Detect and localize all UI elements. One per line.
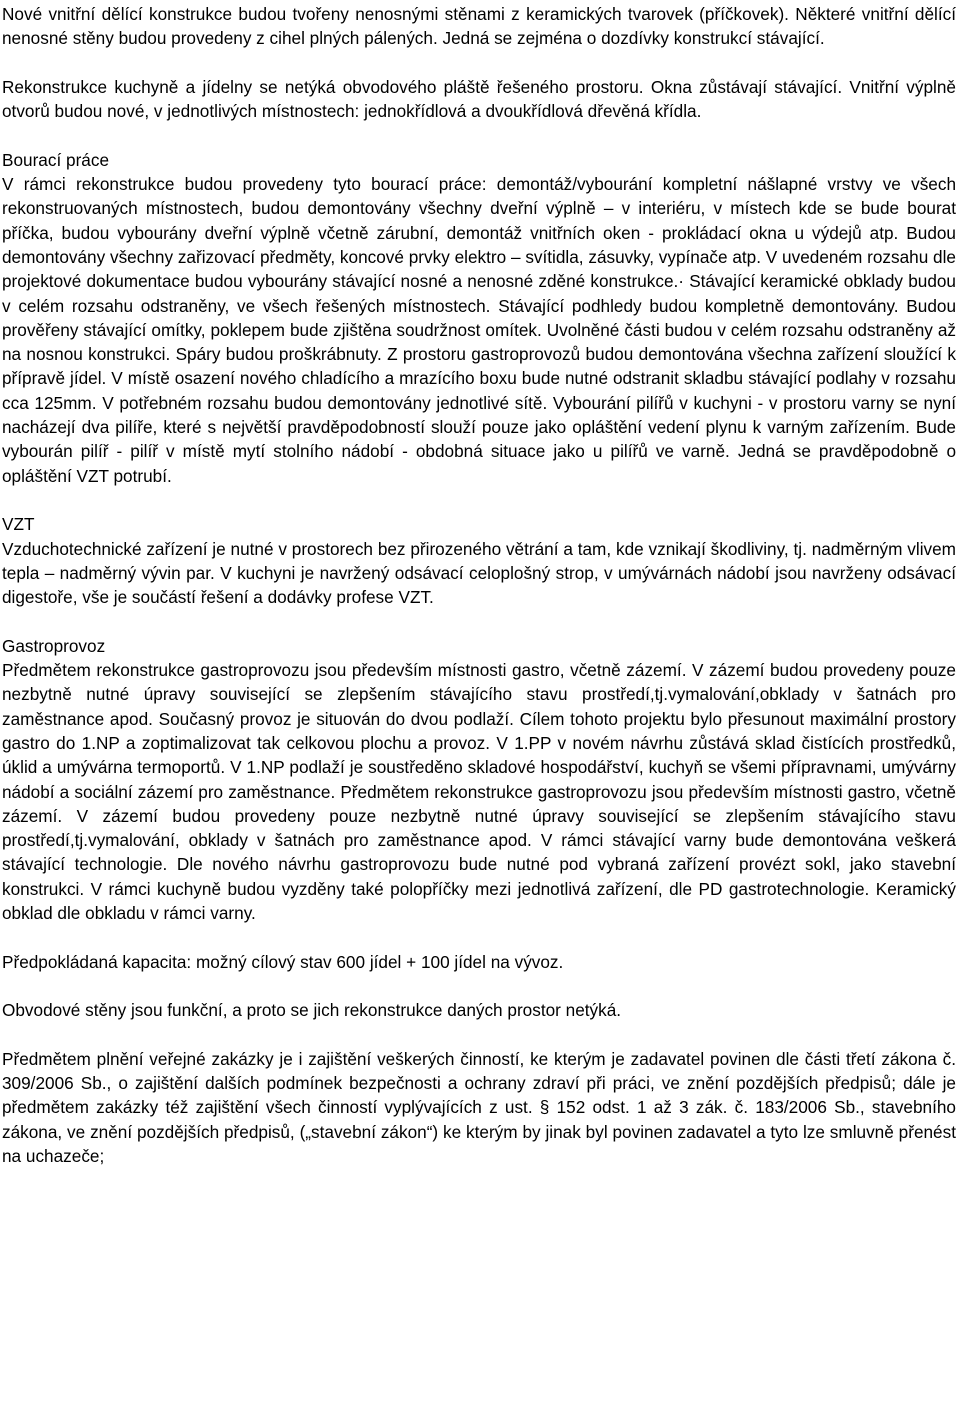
paragraph-partition-walls	[2, 2, 956, 51]
section-heading: VZT	[2, 514, 35, 535]
paragraph-text: Předmětem plnění veřejné zakázky je i zajištění veškerých činností, ke kterým je zadavatel povinen dle části třetí zákona č. 309/2006 Sb., o zajištění dalších podmínek bezpečnosti a ochrany zdraví při práci, ve znění pozdějších předpisů; dále je předmětem zakázky též zajištění všech činností vyplývajících z ust. § 152 odst. 1 až 3 zák. č. 183/2006 Sb., stavebního zákona, ve znění pozdějších předpisů, („stavební zákon“) ke kterým by jinak byl povinen zadavatel a tyto lze smluvně přenést na uchazeče;	[2, 1048, 956, 1166]
section-text: Vzduchotechnické zařízení je nutné v prostorech bez přirozeného větrání a tam, kde vznikají škodliviny, tj. nadměrným vlivem tepla – nadměrný vývin par. V kuchyni je navržený odsávací celoplošný strop, v umývárnách nádobí jsou navrženy odsávací digestoře, vše je součástí řešení a dodávky profese VZT.	[2, 538, 956, 608]
document-page	[2, 2, 956, 1168]
section-vzt	[2, 512, 956, 609]
paragraph-contract-scope	[2, 1047, 956, 1168]
paragraph-text: Nové vnitřní dělící konstrukce budou tvořeny nenosnými stěnami z keramických tvarovek (příčkovek). Některé vnitřní dělící nenosné stěny budou provedeny z cihel plných pálených. Jedná se zejména o dozdívky konstrukcí stávající.	[2, 4, 956, 49]
paragraph-exterior-walls	[2, 998, 956, 1022]
paragraph-text: Rekonstrukce kuchyně a jídelny se netýká obvodového pláště řešeného prostoru. Okna zůstávají stávající. Vnitřní výplně otvorů budou nové, v jednotlivých místnostech: jednokřídlová a dvoukřídlová dřevěná křídla.	[2, 76, 956, 122]
paragraph-capacity	[2, 950, 956, 974]
section-text: V rámci rekonstrukce budou provedeny tyto bourací práce: demontáž/vybourání kompletní nášlapné vrstvy ve všech rekonstruovaných místnostech, budou demontovány všechny dveřní výplně – v interiéru, v místech kde se bude bourat příčka, budou vybourány dveřní výplně včetně zárubní, demontáž vnitřních oken - prokládací okna u výdejů atp. Budou demontovány všechny zařizovací předměty, koncové prvky elektro – svítidla, zásuvky, vypínače atp. V uvedeném rozsahu dle projektové dokumentace budou vybourány stávající nosné a nenosné zděné konstrukce.· Stávající keramické obklady budou v celém rozsahu odstraněny, ve všech řešených místnostech. Stávající podhledy budou kompletně demontovány. Budou prověřeny stávající omítky, poklepem bude zjištěna soudržnost omítek. Uvolněné části budou v celém rozsahu odstraněny až na nosnou konstrukci. Spáry budou proškrábnuty. Z prostoru gastroprovozů budou demontována všechna zařízení sloužící k přípravě jídel. V místě osazení nového chladícího a mrazícího boxu bude nutné odstranit skladbu stávající podlahy v rozsahu cca 125mm. V potřebném rozsahu budou demontovány jednotlivé sítě. Vybourání pilířů v kuchyni - v prostoru varny se nyní nacházejí dva pilíře, které s největší pravděpodobností slouží pouze jako opláštění vedení plynu k varným zařízením. Bude vybourán pilíř - pilíř v místě mytí stolního nádobí - obdobná situace jako u pilířů ve varně. Jedná se pravděpodobně o opláštění VZT potrubí.	[2, 174, 956, 486]
section-demolition	[2, 148, 956, 488]
paragraph-kitchen-envelope	[2, 75, 956, 124]
paragraph-text: Obvodové stěny jsou funkční, a proto se jich rekonstrukce daných prostor netýká.	[2, 1000, 622, 1021]
section-text: Předmětem rekonstrukce gastroprovozu jsou především místnosti gastro, včetně zázemí. V zázemí budou provedeny pouze nezbytně nutné úpravy související se zlepšením stávajícího stavu prostředí,tj.vymalování,obklady v šatnách pro zaměstnance apod. Současný provoz je situován do dvou podlaží. Cílem tohoto projektu bylo přesunout maximální prostory gastro do 1.NP a zoptimalizovat tak celkovou plochu a provoz. V 1.PP v novém návrhu zůstává sklad čistících prostředků, úklid a umývárna termoportů. V 1.NP podlaží je soustředěno skladové hospodářství, kuchyň se všemi přípravnami, umývárny nádobí a sociální zázemí pro zaměstnance. Předmětem rekonstrukce gastroprovozu jsou především místnosti gastro, včetně zázemí. V zázemí budou provedeny pouze nezbytně nutné úpravy související se zlepšením stávajícího stavu prostředí,tj.vymalování, obklady v šatnách pro zaměstnance apod. V rámci stávající varny bude demontována veškerá stávající technologie. Dle nového návrhu gastroprovozu bude nutné pod vybraná zařízení provézt sokl, jako stavební konstrukci. V rámci kuchyně budou vyzděny také polopříčky mezi jednotlivá zařízení, dle PD gastrotechnologie. Keramický obklad dle obkladu v rámci varny.	[2, 660, 956, 923]
section-gastroprovoz	[2, 634, 956, 926]
section-heading: Gastroprovoz	[2, 635, 106, 656]
paragraph-text: Předpokládaná kapacita: možný cílový stav 600 jídel + 100 jídel na vývoz.	[2, 951, 564, 972]
section-heading: Bourací práce	[2, 149, 110, 170]
